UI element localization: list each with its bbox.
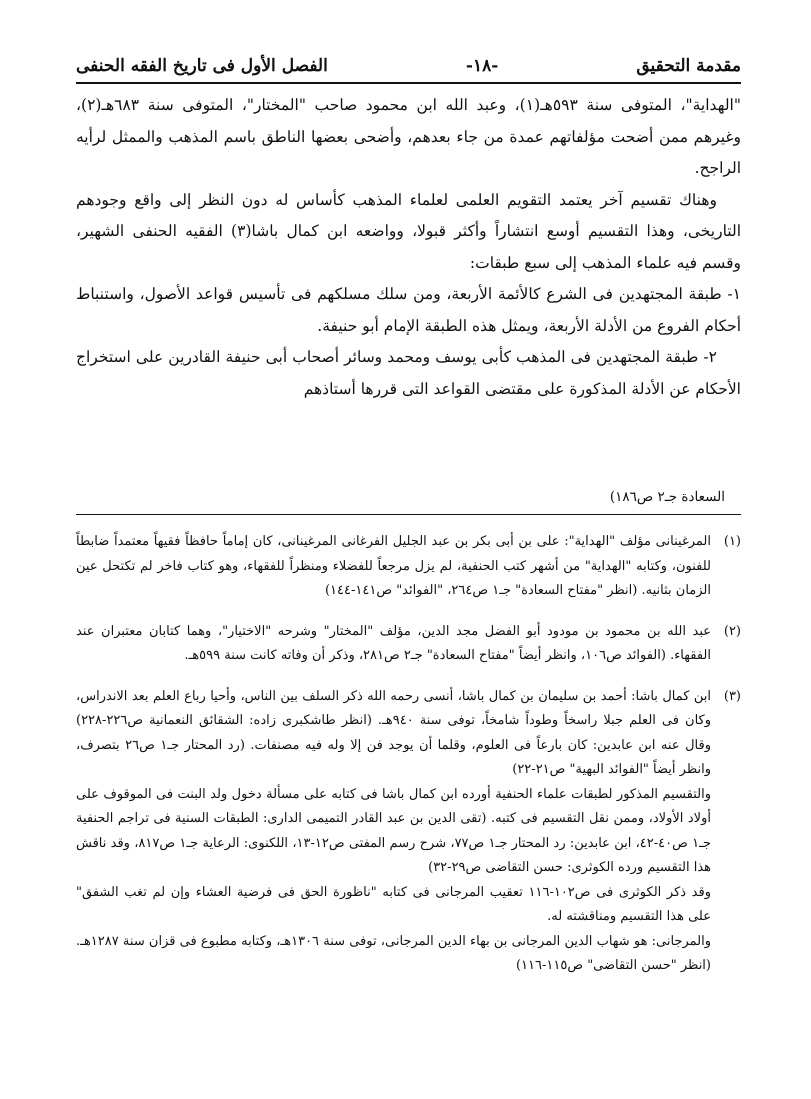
running-header [76,50,741,84]
footnote-text: والتقسيم المذكور لطبقات علماء الحنفية أورده ابن كمال باشا فى كتابه على مسألة دخول ولد البنت فى الموقوف على أولاد الأولاد، وممن نقل التقسيم فى كتبه. (تقى الدين بن عبد القادر التميمى الدارى: الطبقات السنية فى تراجم الحنفية جـ١ ص٤٠-٤٢، ابن عابدين: رد المحتار جـ١ ص٧٧، شرح رسم المفتى ص١٢-١٣، اللكنوى: الرعاية جـ١ ص٨١٧، وقد ناقش هذا التقسيم ورده الكوثرى: حسن التقاضى ص٢٩-٣٢) [76,786,711,875]
paragraph: "الهداية"، المتوفى سنة ٥٩٣هـ(١)، وعبد الله ابن محمود صاحب "المختار"، المتوفى سنة ٦٨٣هـ(٢)، وغيرهم ممن أضحت مؤلفاتهم عمدة من جاء بعدهم، وأضحى بعضها الناطق باسم المذهب والممثل لرأيه الراجح. [76,96,741,177]
footnote [76,530,741,604]
paragraph: ٢- طبقة المجتهدين فى المذهب كأبى يوسف ومحمد وسائر أصحاب أبى حنيفة القادرين على استخراج الأحكام عن الأدلة المذكورة على مقتضى القواعد التى قررها أستاذهم [76,348,741,398]
paragraph: وهناك تقسيم آخر يعتمد التقويم العلمى لعلماء المذهب كأساس له دون النظر إلى واقع وجودهم التاريخى، وهذا التقسيم أوسع انتشاراً وأكثر قبولا، وواضعه ابن كمال باشا(٣) الفقيه الحنفى الشهير، وقسم فيه علماء المذهب إلى سبع طبقات: [76,190,741,272]
footnote-continuation: السعادة جـ٢ ص١٨٦) [609,489,725,505]
page-number: -١٨- [465,56,499,76]
header-chapter-title: مقدمة التحقيق [636,56,741,76]
footnote [76,685,741,979]
footnote-number: (٣) [723,688,741,704]
footnote-divider [76,514,741,515]
header-section-title: الفصل الأول فى تاريخ الفقه الحنفى [76,56,328,76]
footnote-text: وقد ذكر الكوثرى فى ص١٠٢-١١٦ تعقيب المرجانى فى كتابه "ناظورة الحق فى فرضية العشاء وإن لم تغب الشفق" على هذا التقسيم ومناقشته له. [76,884,711,924]
footnote-text: المرغينانى مؤلف "الهداية": على بن أبى بكر بن عبد الجليل الفرغانى المرغينانى، كان إماماً حافظاً فقيهاً معتمداً ضابطاً للفنون، وكتابه "الهداية" من أشهر كتب الحنفية، لم يزل مرجعاً للفضلاء ومنظراً للفقهاء، وهو كتاب فاخر لم تكتحل عين الزمان بثانيه. (انظر "مفتاح السعادة" جـ١ ص٢٦٤، "الفوائد" ص١٤١-١٤٤) [76,534,711,598]
footnotes [76,530,741,995]
paragraph: ١- طبقة المجتهدين فى الشرع كالأئمة الأربعة، ومن سلك مسلكهم فى تأسيس قواعد الأصول، واستنباط أحكام الفروع من الأدلة الأربعة، ويمثل هذه الطبقة الإمام أبو حنيفة. [76,285,741,335]
footnote-text: ابن كمال باشا: أحمد بن سليمان بن كمال باشا، أنسى رحمه الله ذكر السلف بين الناس، وأحيا رباع العلم بعد الاندراس، وكان فى العلم جبلا راسخاً وطوداً شامخاً، توفى سنة ٩٤٠هـ. (انظر طاشكبرى زاده: الشقائق النعمانية ص٢٢٦-٢٢٨) وقال عنه ابن عابدين: كان بارعاً فى العلوم، وقلما أن يوجد فن إلا وله فيه مصنفات. (رد المحتار جـ١ ص٢٦ بتصرف، وانظر أيضاً "الفوائد البهية" ص٢١-٢٢) [76,688,711,777]
footnote-number: (٢) [723,623,741,639]
footnote-text: والمرجانى: هو شهاب الدين المرجانى بن بهاء الدين المرجانى، توفى سنة ١٣٠٦هـ، وكتابه مطبوع فى قزان سنة ١٢٨٧هـ. (انظر "حسن التقاضى" ص١١٥-١١٦) [76,933,712,973]
footnote-text: عبد الله بن محمود بن مودود أبو الفضل مجد الدين، مؤلف "المختار" وشرحه "الاختيار"، وهما كتابان معتبران عند الفقهاء. (الفوائد ص١٠٦، وانظر أيضاً "مفتاح السعادة" جـ٢ ص٢٨١، وذكر أن وفاته كانت سنة ٥٩٩هـ. [76,623,711,663]
main-text [76,90,741,405]
footnote [76,620,741,669]
footnote-number: (١) [723,534,741,549]
